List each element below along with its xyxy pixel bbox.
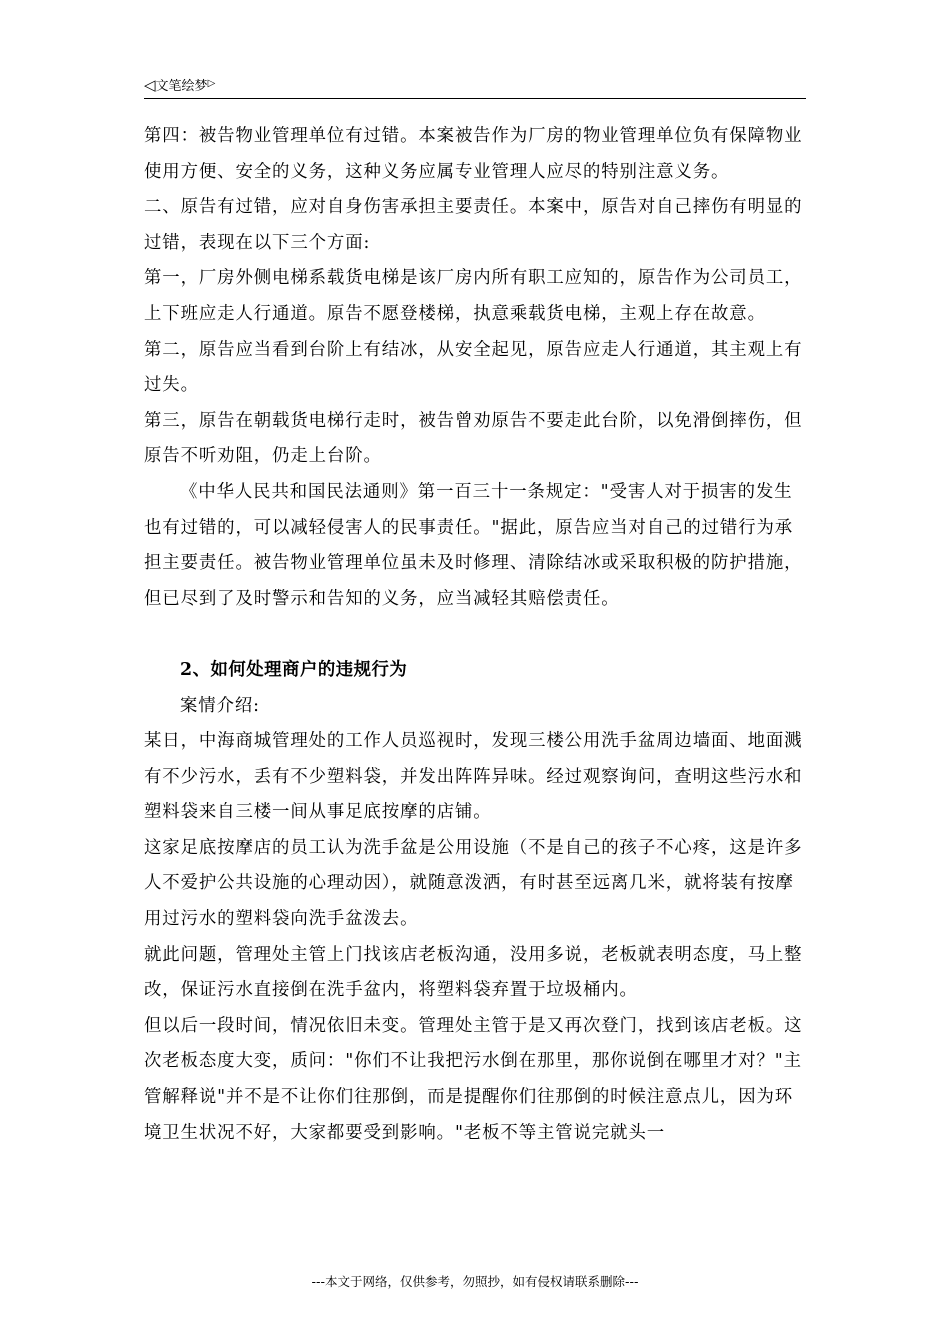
page-header: [144, 72, 806, 99]
paragraph: 就此问题，管理处主管上门找该店老板沟通，没用多说，老板就表明态度，马上整改，保证污水直接倒在洗手盆内，将塑料袋弃置于垃圾桶内。: [144, 944, 803, 1001]
paragraph: 某日，中海商城管理处的工作人员巡视时，发现三楼公用洗手盆周边墙面、地面溅有不少污水，丢有不少塑料袋，并发出阵阵异味。经过观察询问，查明这些污水和塑料袋来自三楼一间从事足底按摩的店铺。: [144, 731, 803, 823]
paragraph: 这家足底按摩店的员工认为洗手盆是公用设施（不是自己的孩子不心疼，这是许多人不爱护公共设施的心理动因），就随意泼洒，有时甚至远离几米，就将装有按摩用过污水的塑料袋向洗手盆泼去。: [144, 837, 803, 930]
document-body: [144, 119, 806, 1151]
paragraph: 二、原告有过错，应对自身伤害承担主要责任。本案中，原告对自己摔伤有明显的过错，表现在以下三个方面:: [144, 197, 803, 253]
paragraph: 第二，原告应当看到台阶上有结冰，从安全起见，原告应走人行通道，其主观上有过失。: [144, 339, 803, 396]
case-intro-label: 案情介绍:: [180, 695, 260, 716]
paragraph: 第四：被告物业管理单位有过错。本案被告作为厂房的物业管理单位负有保障物业使用方便、安全的义务，这种义务应属专业管理人应尽的特别注意义务。: [144, 126, 803, 182]
left-triangle-icon: ◁: [144, 76, 156, 94]
right-triangle-icon: ▷: [207, 78, 216, 89]
paragraph: 第三，原告在朝载货电梯行走时，被告曾劝原告不要走此台阶，以免滑倒摔伤，但原告不听劝阻，仍走上台阶。: [144, 410, 803, 467]
header-title: 文笔绘梦: [155, 79, 208, 94]
paragraph: 第一，厂房外侧电梯系载货电梯是该厂房内所有职工应知的，原告作为公司员工，上下班应走人行通道。原告不愿登楼梯，执意乘载货电梯，主观上存在故意。: [144, 268, 803, 324]
section-spacer: [144, 617, 806, 653]
page-footer: ---本文于网络，仅供参考，勿照抄，如有侵权请联系删除---: [311, 1274, 639, 1289]
paragraph: 但以后一段时间，情况依旧未变。管理处主管于是又再次登门，找到该店老板。这次老板态度大变，质问："你们不让我把污水倒在那里，那你说倒在哪里才对？"主管解释说"并不是不让你们往那倒，而是提醒你们往那倒的时候注意点儿，因为环境卫生状况不好，大家都要受到影响。"老板不等主管说完就头一: [144, 1015, 803, 1143]
paragraph: 《中华人民共和国民法通则》第一百三十一条规定："受害人对于损害的发生也有过错的，可以减轻侵害人的民事责任。"据此，原告应当对自己的过错行为承担主要责任。被告物业管理单位虽未及时修理、清除结冰或采取积极的防护措施，但已尽到了及时警示和告知的义务，应当减轻其赔偿责任。: [144, 481, 803, 609]
section-heading: 2、如何处理商户的违规行为: [180, 659, 408, 680]
